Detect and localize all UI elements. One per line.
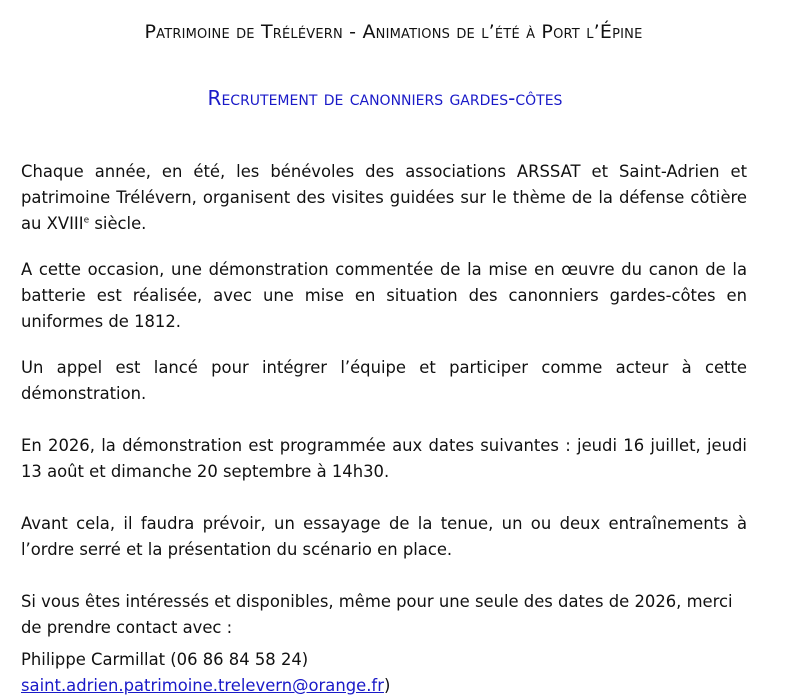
paragraph-dates: En 2026, la démonstration est programmée aux dates suivantes : jeudi 16 juillet, jeudi 13 août et dimanche 20 septembre à 14h30. [21,436,747,481]
paragraph-intro [21,159,747,237]
century-superscript: e [83,215,90,226]
document-header: Patrimoine de Trélévern - Animations de l’été à Port l’Épine [144,21,643,43]
paragraph-preparation: Avant cela, il faudra prévoir, un essayage de la tenue, un ou deux entraînements à l’ordre serré et la présentation du scénario en place. [21,514,747,559]
contact-name-phone: Philippe Carmillat (06 86 84 58 24) [21,650,309,669]
paragraph-intro-end: siècle. [89,214,147,233]
document-title: Recrutement de canonniers gardes-côtes [207,86,563,110]
paragraph-appeal: Un appel est lancé pour intégrer l’équipe et participer comme acteur à cette démonstration. [21,358,747,403]
contact-email-line [21,673,747,699]
paragraph-demonstration: A cette occasion, une démonstration commentée de la mise en œuvre du canon de la batterie est réalisée, avec une mise en situation des canonniers gardes-côtes en uniformes de 1812. [21,260,747,331]
paragraph-contact-request: Si vous êtes intéressés et disponibles, même pour une seule des dates de 2026, merci de prendre contact avec : [21,592,733,637]
contact-email-close: ) [383,676,391,695]
paragraph-intro-text: Chaque année, en été, les bénévoles des associations ARSSAT et Saint-Adrien et patrimoine Trélévern, organisent des visites guidées sur le thème de la défense côtière au XVIII [21,162,747,233]
contact-email-link[interactable]: saint.adrien.patrimoine.trelevern@orange.fr [21,676,384,695]
document-body [21,159,747,699]
